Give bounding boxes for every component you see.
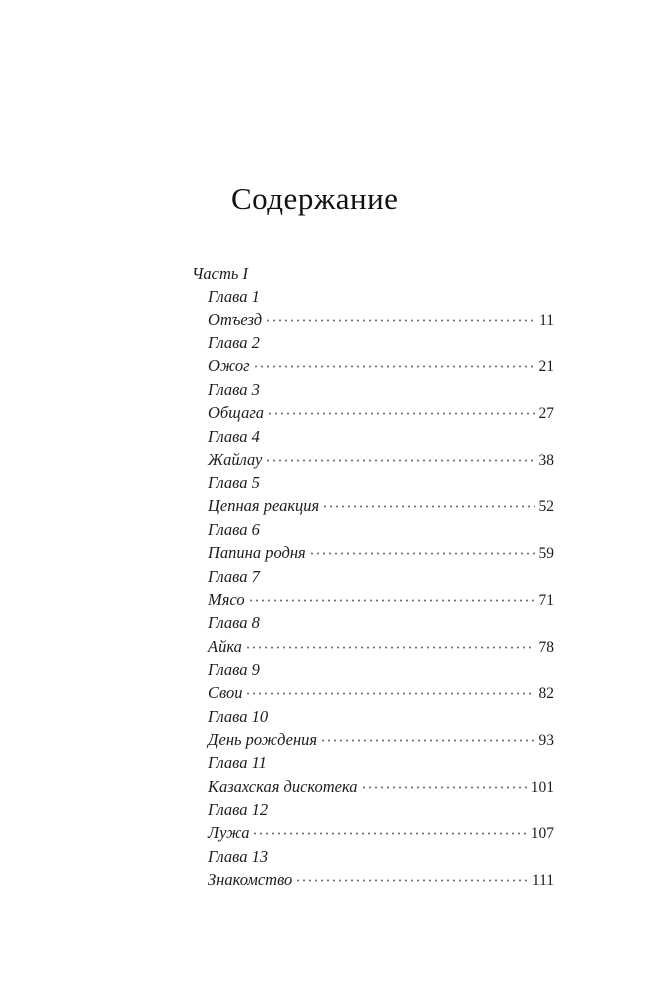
dot-leader [265,448,534,465]
toc-entry-title: Ожог [208,356,250,376]
dot-leader [248,588,535,605]
toc-entry-page-number: 101 [530,778,554,796]
toc-entry [192,752,554,799]
dot-leader [295,868,528,885]
toc-entry-title-line [192,542,554,566]
toc-entry-title-line [192,448,554,472]
toc-entry-title: Свои [208,683,243,703]
toc-entry [192,566,554,613]
toc-entry-page-number: 111 [531,871,554,889]
toc-entry-title: День рождения [208,729,318,749]
dot-leader [361,775,527,792]
toc-entry-page-number: 38 [538,451,554,469]
toc-entry-page-number: 11 [539,311,554,329]
part-label: Часть I [192,264,248,283]
toc-entry [192,472,554,519]
toc-entry-page-number: 107 [530,825,554,843]
dot-leader [267,402,534,419]
toc-entry-chapter: Глава 9 [208,660,260,680]
dot-leader [309,542,535,559]
toc-entry [192,846,554,893]
toc-entry [192,379,554,426]
toc-entry [192,286,554,333]
toc-entry-page-number: 21 [538,358,554,376]
toc-entry-title: Общага [208,403,265,423]
page-title: Содержание [231,180,399,216]
toc-entry-title-line [192,495,554,519]
toc-entry-page-number: 27 [538,405,554,423]
toc-entry-title: Мясо [208,589,245,609]
toc-entry-chapter: Глава 5 [208,473,260,493]
toc-entry-title: Лужа [208,823,250,843]
toc-entry-page-number: 52 [538,498,554,516]
table-of-contents [192,263,554,893]
dot-leader [322,495,534,512]
toc-entry-chapter: Глава 7 [208,566,260,586]
toc-entry-chapter: Глава 13 [208,846,269,866]
toc-entry-title: Папина родня [208,543,306,563]
toc-entry-page-number: 59 [538,545,554,563]
toc-entry-chapter: Глава 6 [208,520,260,540]
toc-entry [192,612,554,659]
toc-entry-chapter: Глава 12 [208,800,269,820]
toc-entry-title-line [192,308,554,332]
toc-entry-chapter: Глава 2 [208,333,260,353]
toc-entry-title-line [192,682,554,706]
toc-entry [192,659,554,706]
dot-leader [320,728,534,745]
toc-entry-title: Казахская дискотека [208,776,358,796]
toc-entry-title-line [192,588,554,612]
toc-entry-title-line [192,355,554,379]
toc-entry [192,332,554,379]
toc-entry-title-line [192,728,554,752]
toc-entry-title: Знакомство [208,869,293,889]
toc-entry-chapter: Глава 4 [208,426,260,446]
toc-entry [192,519,554,566]
toc-entry-page-number: 78 [538,638,554,656]
dot-leader [253,355,535,372]
toc-entry-title: Цепная реакция [208,496,320,516]
toc-entry-title-line [192,775,554,799]
toc-entries [192,286,554,893]
toc-entry-title: Отъезд [208,309,263,329]
toc-entry-chapter: Глава 10 [208,706,269,726]
dot-leader [245,635,535,652]
toc-entry [192,426,554,473]
toc-entry-title-line [192,822,554,846]
toc-entry-title-line [192,635,554,659]
toc-entry-chapter: Глава 8 [208,613,260,633]
toc-entry-title: Айка [208,636,242,656]
toc-entry-title-line [192,402,554,426]
toc-entry-chapter: Глава 11 [208,753,267,773]
toc-entry-chapter: Глава 3 [208,379,260,399]
dot-leader [245,682,534,699]
toc-entry-chapter: Глава 1 [208,286,260,306]
toc-entry [192,706,554,753]
toc-entry-page-number: 93 [538,731,554,749]
toc-entry-page-number: 71 [538,591,554,609]
toc-entry-title: Жайлау [208,449,263,469]
dot-leader [265,308,535,325]
toc-entry-title-line [192,868,554,892]
dot-leader [252,822,526,839]
toc-entry-page-number: 82 [538,685,554,703]
toc-entry [192,799,554,846]
